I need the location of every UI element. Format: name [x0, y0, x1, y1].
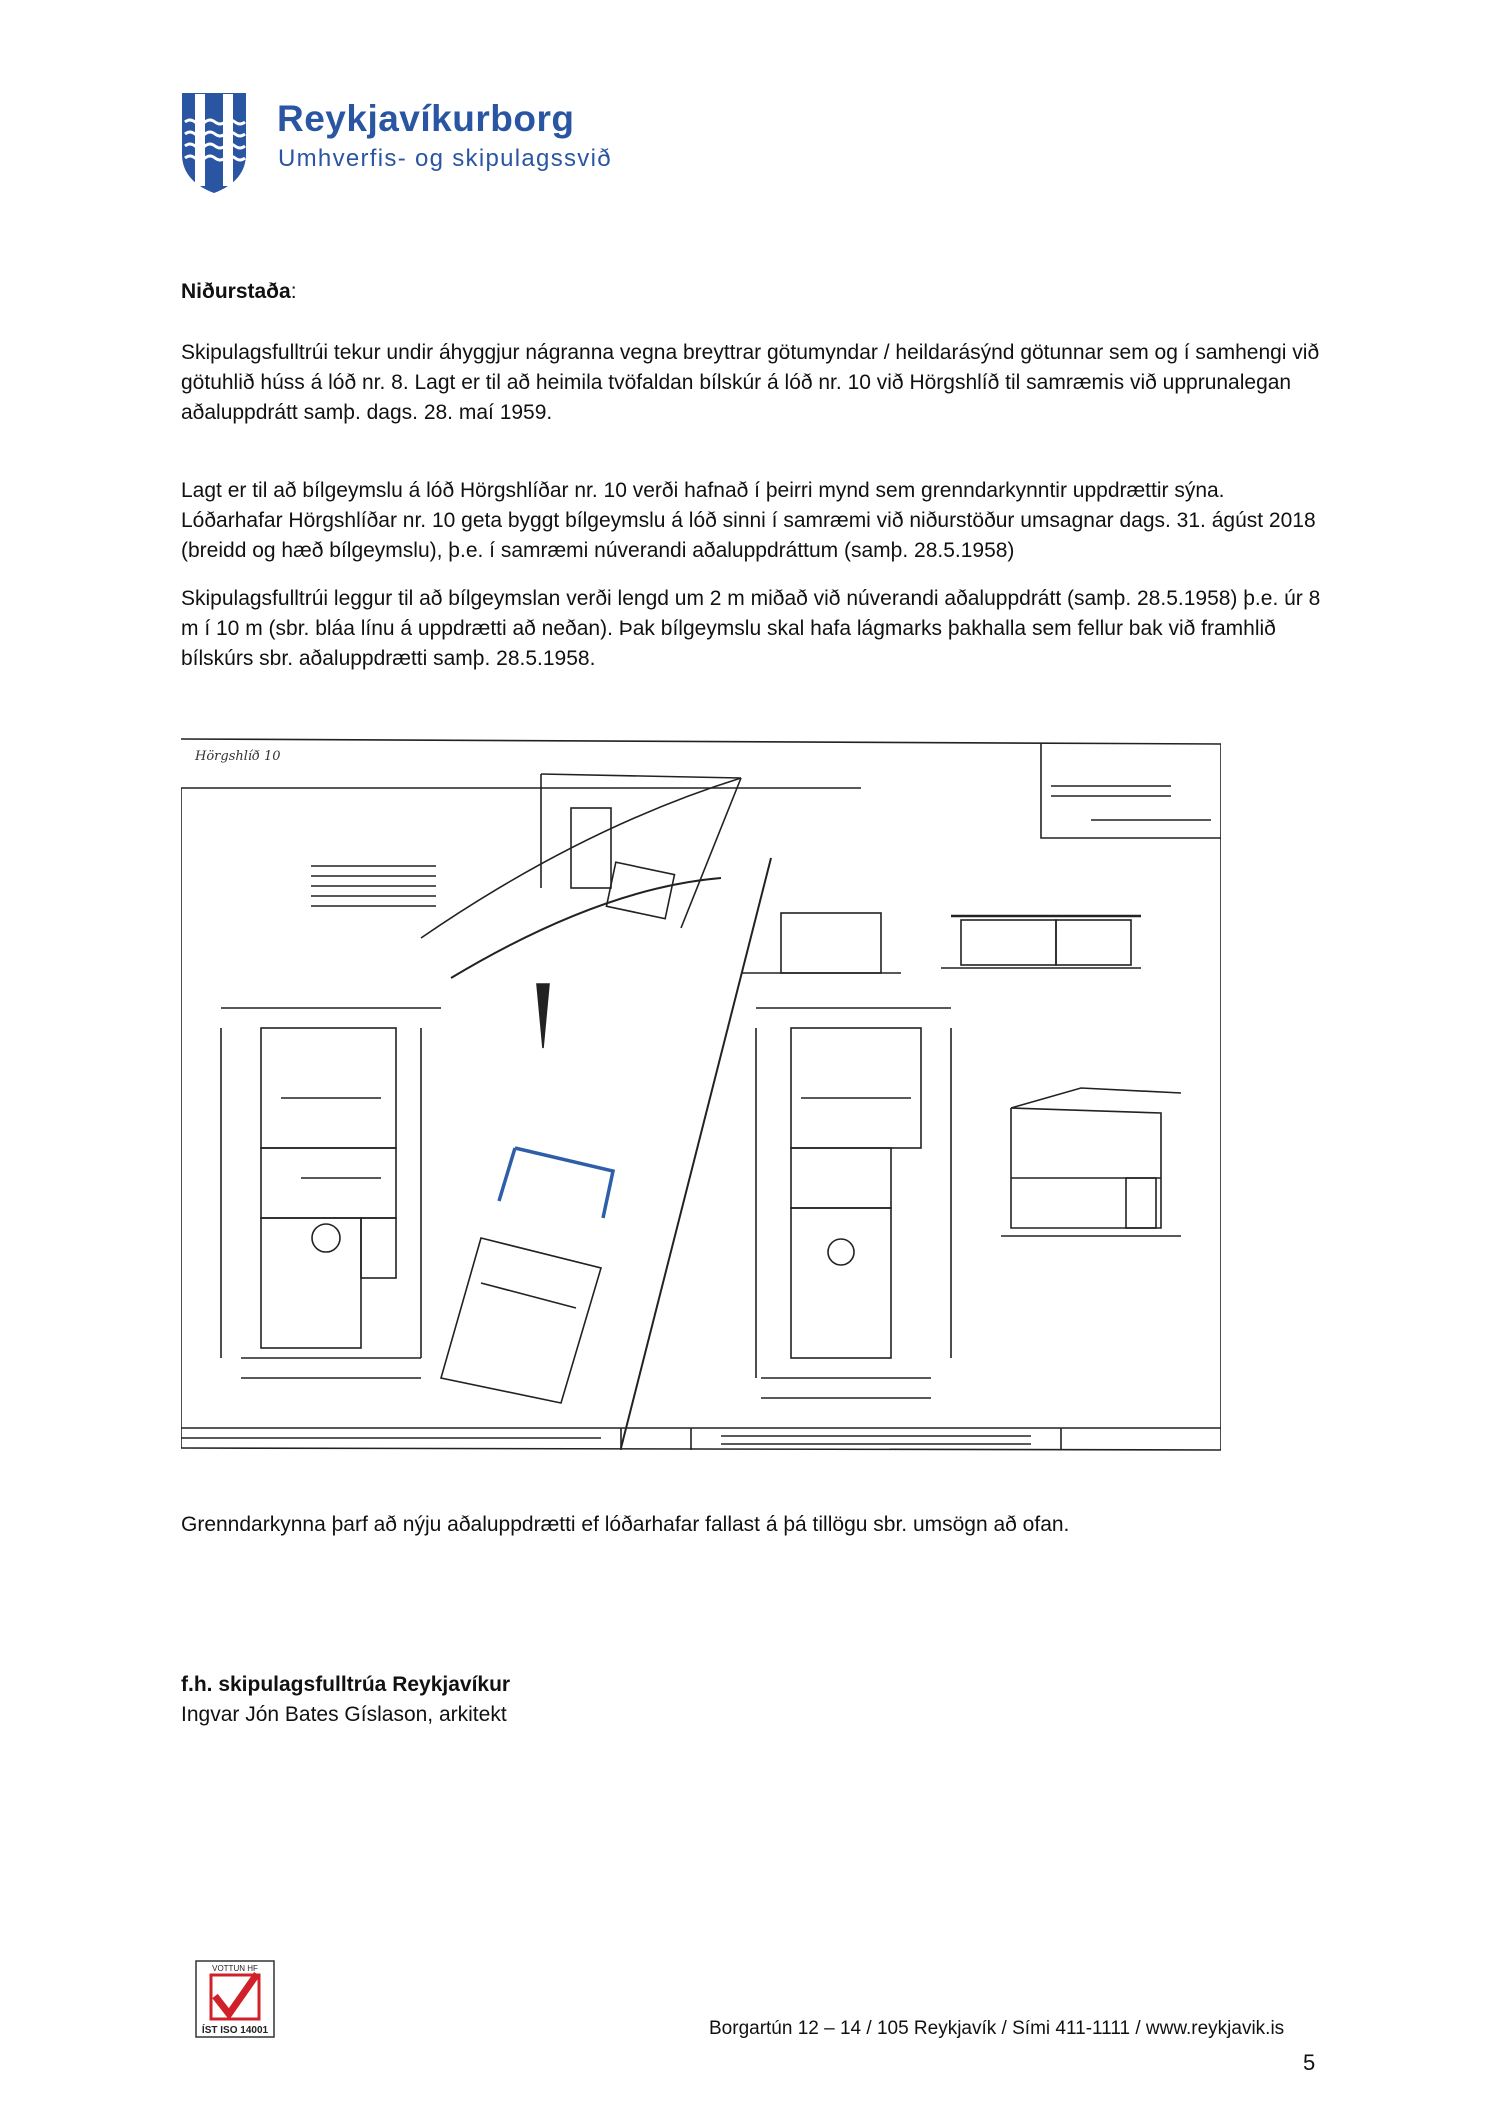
paragraph-conclusion: Skipulagsfulltrúi tekur undir áhyggjur nágranna vegna breyttrar götumyndar / heildarásýnd götunnar sem og í samhengi við götuhlið húss á lóð nr. 8. Lagt er til að heimila tvöfaldan bílskúr á lóð nr. 10 við Hörgshlíð til samræmis við upprunalegan aðaluppdrátt samþ. dags. 28. maí 1959.: [181, 341, 1320, 424]
paragraph-neighbour-notice: Grenndarkynna þarf að nýju aðaluppdrætti ef lóðarhafar fallast á þá tillögu sbr. umsögn að ofan.: [181, 1513, 1070, 1536]
header-logo: [181, 88, 621, 198]
reykjavik-crest-icon: [181, 92, 247, 194]
heading-suffix: :: [290, 280, 297, 303]
architectural-drawing: [181, 738, 1221, 1454]
signature-title: f.h. skipulagsfulltrúa Reykjavíkur: [181, 1673, 511, 1696]
page-number: 5: [1303, 2050, 1316, 2075]
iso-bottom-text: ÍST ISO 14001: [201, 2025, 269, 2036]
org-name: Reykjavíkurborg: [277, 98, 575, 139]
drawing-handwritten-title: Hörgshlíð 10: [195, 749, 281, 764]
paragraph-garage-extension: Skipulagsfulltrúi leggur til að bílgeymslan verði lengd um 2 m miðað við núverandi aðaluppdrátt (samþ. 28.5.1958) þ.e. úr 8 m í 10 m (sbr. bláa línu á uppdrætti að neðan). Þak bílgeymslu skal hafa lágmarks þakhalla sem fellur bak við framhlið bílskúrs sbr. aðaluppdrætti samþ. 28.5.1958.: [181, 587, 1321, 670]
section-heading: [181, 280, 297, 304]
iso-top-text: VOTTUN HF: [212, 1964, 258, 1973]
garage-extension-line: [515, 1148, 613, 1218]
signature-name: Ingvar Jón Bates Gíslason, arkitekt: [181, 1703, 507, 1726]
iso-certification-badge: [195, 1960, 275, 2038]
heading-text: Niðurstaða: [181, 280, 291, 303]
footer-address: Borgartún 12 – 14 / 105 Reykjavík / Sími 411-1111 / www.reykjavik.is: [709, 2018, 1285, 2039]
department-name: Umhverfis- og skipulagssvið: [278, 145, 612, 172]
drawing-top-border: [181, 739, 1221, 744]
paragraph-garage-rejection: Lagt er til að bílgeymslu á lóð Hörgshlíðar nr. 10 verði hafnað í þeirri mynd sem grenndarkynntir uppdrættir sýna. Lóðarhafar Hörgshlíðar nr. 10 geta byggt bílgeymslu á lóð sinni í samræmi við niðurstöður umsagnar dags. 31. ágúst 2018 (breidd og hæð bílgeymslu), þ.e. í samræmi núverandi aðaluppdráttum (samþ. 28.5.1958): [181, 479, 1316, 562]
